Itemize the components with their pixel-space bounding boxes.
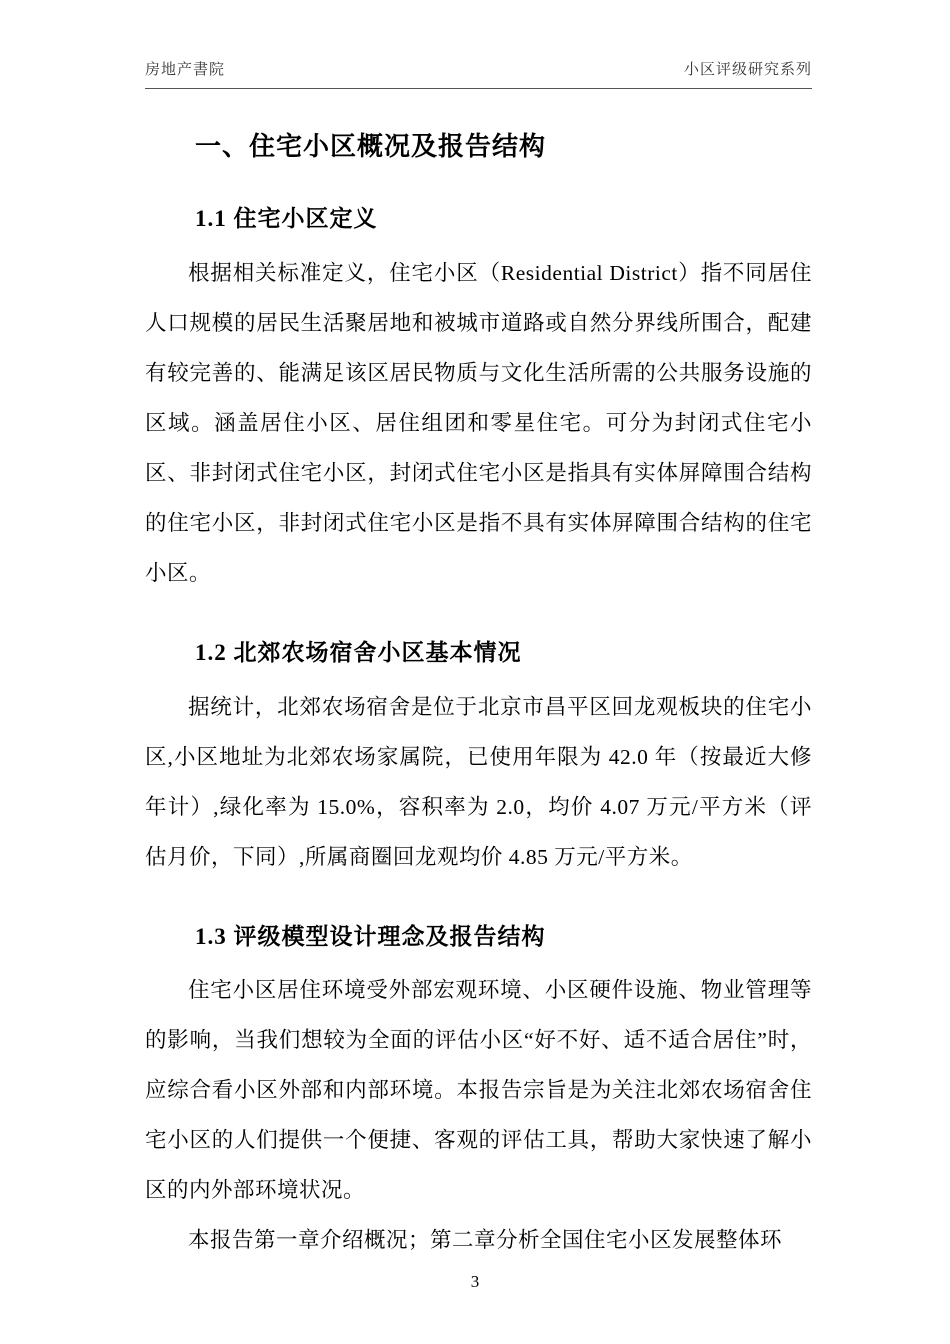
header-right-title: 小区评级研究系列	[683, 62, 812, 78]
section-1-3-paragraph-1: 住宅小区居住环境受外部宏观环境、小区硬件设施、物业管理等的影响，当我们想较为全面的评估小区“好不好、适不适合居住”时，应综合看小区外部和内部环境。本报告宗旨是为关注北郊农场宿舍住宅小区的人们提供一个便捷、客观的评估工具，帮助大家快速了解小区的内外部环境状况。	[145, 978, 812, 1203]
section-1-1-title: 1.1 住宅小区定义	[195, 205, 378, 231]
page-footer	[0, 1272, 950, 1292]
chapter-title: 一、住宅小区概况及报告结构	[195, 132, 547, 161]
section-1-3-title: 1.3 评级模型设计理念及报告结构	[195, 923, 546, 949]
page-header	[145, 58, 812, 89]
section-1-1-paragraph: 根据相关标准定义，住宅小区（Residential District）指不同居住人口规模的居民生活聚居地和被城市道路或自然分界线所围合，配建有较完善的、能满足该区居民物质与文化生活所需的公共服务设施的区域。涵盖居住小区、居住组团和零星住宅。可分为封闭式住宅小区、非封闭式住宅小区，封闭式住宅小区是指具有实体屏障围合结构的住宅小区，非封闭式住宅小区是指不具有实体屏障围合结构的住宅小区。	[145, 260, 812, 585]
section-1-3-paragraph-2: 本报告第一章介绍概况；第二章分析全国住宅小区发展整体环	[188, 1228, 783, 1253]
document-content	[145, 96, 812, 1265]
section-1-2-title: 1.2 北郊农场宿舍小区基本情况	[195, 639, 522, 665]
section-1-2-paragraph: 据统计，北郊农场宿舍是位于北京市昌平区回龙观板块的住宅小区,小区地址为北郊农场家属院，已使用年限为 42.0 年（按最近大修年计）,绿化率为 15.0%，容积率为 2.0，均价 4.07 万元/平方米（评估月价，下同）,所属商圈回龙观均价 4.85 万元/平方米。	[145, 694, 812, 869]
page-number: 3	[470, 1272, 480, 1291]
header-left-title: 房地产書院	[145, 62, 226, 78]
